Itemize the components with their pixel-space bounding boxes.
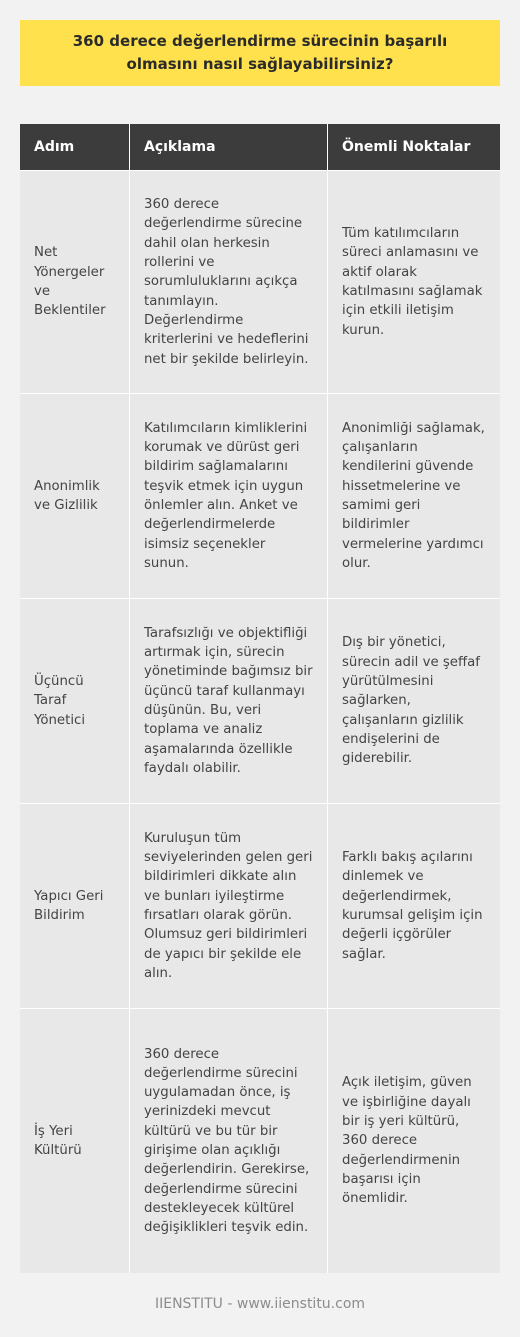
column-header-step: Adım — [20, 124, 130, 170]
step-cell: İş Yeri Kültürü — [20, 1008, 130, 1273]
table-row — [20, 1008, 500, 1273]
table-row — [20, 170, 500, 393]
notes-cell: Dış bir yönetici, sürecin adil ve şeffaf yürütülmesini sağlarken, çalışanların gizlilik endişelerini de giderebilir. — [328, 598, 500, 803]
steps-table — [20, 124, 500, 1273]
column-header-notes: Önemli Noktalar — [328, 124, 500, 170]
page-title: 360 derece değerlendirme sürecinin başarılı olmasını nasıl sağlayabilirsiniz? — [72, 32, 448, 73]
notes-cell: Anonimliği sağlamak, çalışanların kendilerini güvende hissetmelerine ve samimi geri bildirimler vermelerine yardımcı olur. — [328, 393, 500, 598]
table-row — [20, 803, 500, 1008]
description-cell: 360 derece değerlendirme sürecine dahil olan herkesin rollerini ve sorumluluklarını açıkça tanımlayın. Değerlendirme kriterlerini ve hedeflerini net bir şekilde belirleyin. — [130, 170, 328, 393]
step-cell: Net Yönergeler ve Beklentiler — [20, 170, 130, 393]
description-cell: Katılımcıların kimliklerini korumak ve dürüst geri bildirim sağlamalarını teşvik etmek için uygun önlemler alın. Anket ve değerlendirmelerde isimsiz seçenekler sunun. — [130, 393, 328, 598]
notes-cell: Açık iletişim, güven ve işbirliğine dayalı bir iş yeri kültürü, 360 derece değerlendirmenin başarısı için önemlidir. — [328, 1008, 500, 1273]
column-header-description: Açıklama — [130, 124, 328, 170]
step-cell: Yapıcı Geri Bildirim — [20, 803, 130, 1008]
footer-credit: IIENSTITU - www.iienstitu.com — [154, 1296, 366, 1312]
step-cell: Üçüncü Taraf Yönetici — [20, 598, 130, 803]
description-cell: Kuruluşun tüm seviyelerinden gelen geri bildirimleri dikkate alın ve bunları iyileştirme fırsatları olarak görün. Olumsuz geri bildirimleri de yapıcı bir şekilde ele alın. — [130, 803, 328, 1008]
description-cell: Tarafsızlığı ve objektifliği artırmak için, sürecin yönetiminde bağımsız bir üçüncü taraf kullanmayı düşünün. Bu, veri toplama ve analiz aşamalarında özellikle faydalı olabilir. — [130, 598, 328, 803]
notes-cell: Farklı bakış açılarını dinlemek ve değerlendirmek, kurumsal gelişim için değerli içgörüler sağlar. — [328, 803, 500, 1008]
step-cell: Anonimlik ve Gizlilik — [20, 393, 130, 598]
notes-cell: Tüm katılımcıların süreci anlamasını ve aktif olarak katılmasını sağlamak için etkili iletişim kurun. — [328, 170, 500, 393]
title-banner — [20, 20, 500, 86]
table-row — [20, 598, 500, 803]
description-cell: 360 derece değerlendirme sürecini uygulamadan önce, iş yerinizdeki mevcut kültürü ve bu tür bir girişime olan açıklığı değerlendirin. Gerekirse, değerlendirme sürecini destekleyecek kültürel değişiklikleri teşvik edin. — [130, 1008, 328, 1273]
table-row — [20, 393, 500, 598]
table-header-row — [20, 124, 500, 170]
